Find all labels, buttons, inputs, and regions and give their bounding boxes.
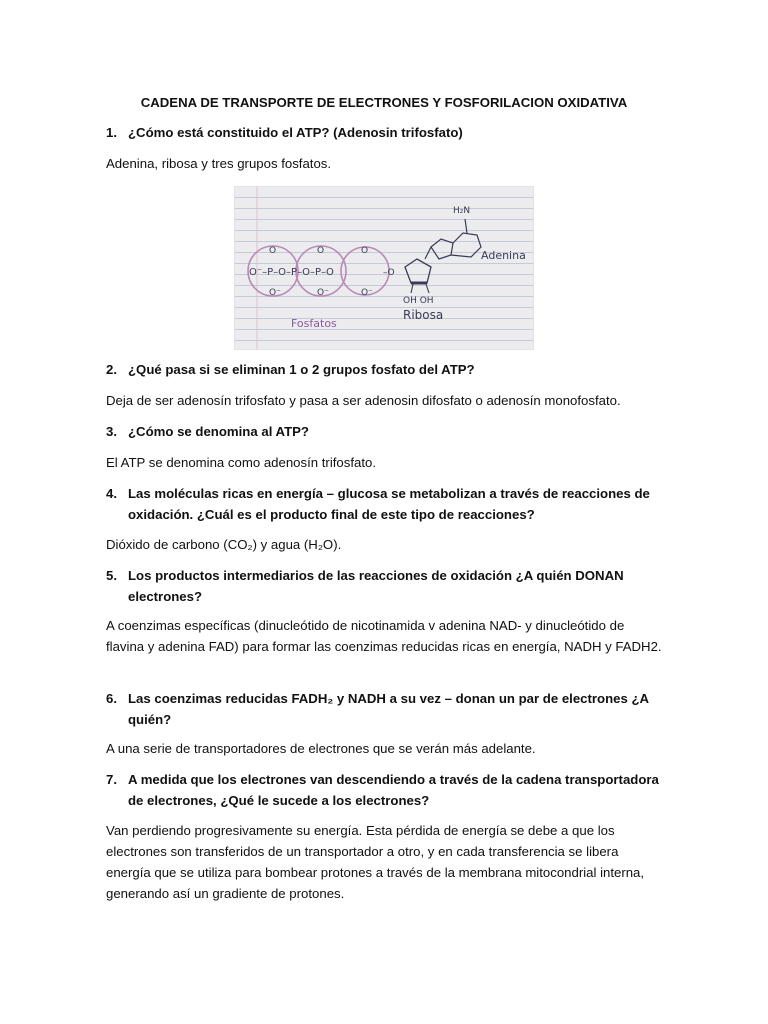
- question-7: [106, 769, 668, 811]
- answer-2: Deja de ser adenosín trifosfato y pasa a ser adenosin difosfato o adenosín monofosfato.: [106, 393, 621, 408]
- answer-7: Van perdiendo progresivamente su energía. Esta pérdida de energía se debe a que los electrones son transferidos de un transportador a otro, y en cada transferencia se libera energía que se utiliza para bombear protones a través de la membrana mitocondrial interna, generando así un gradiente de protones.: [106, 823, 645, 901]
- question-3: [106, 421, 668, 442]
- question-text: ¿Cómo se denomina al ATP?: [128, 424, 309, 439]
- question-text: ¿Cómo está constituido el ATP? (Adenosin trifosfato): [128, 125, 463, 140]
- svg-text:O⁻: O⁻: [317, 288, 329, 298]
- label-adenina: Adenina: [481, 249, 526, 262]
- answer-6: A una serie de transportadores de electrones que se verán más adelante.: [106, 741, 536, 756]
- answer-1: Adenina, ribosa y tres grupos fosfatos.: [106, 156, 332, 171]
- label-amine: H₂N: [453, 206, 471, 216]
- svg-text:O: O: [317, 246, 325, 256]
- question-number: 2.: [106, 362, 117, 377]
- question-5: [106, 565, 668, 607]
- question-1: [106, 122, 668, 143]
- label-fosfatos: Fosfatos: [291, 317, 337, 330]
- question-text: Las moléculas ricas en energía – glucosa se metabolizan a través de reacciones de oxidación. ¿Cuál es el producto final de este tipo de reacciones?: [128, 486, 650, 522]
- oh-groups: OH OH: [403, 296, 434, 306]
- question-text: ¿Qué pasa si se eliminan 1 o 2 grupos fosfato del ATP?: [128, 362, 475, 377]
- svg-text:O⁻: O⁻: [361, 288, 373, 298]
- label-ribosa: Ribosa: [403, 308, 444, 322]
- atp-sketch: [235, 187, 533, 349]
- svg-text:O: O: [269, 246, 277, 256]
- phosphate-chain: O⁻–P–O–P–O–P–O: [249, 267, 334, 278]
- question-6: [106, 688, 668, 730]
- question-number: 3.: [106, 424, 117, 439]
- page-title: CADENA DE TRANSPORTE DE ELECTRONES Y FOSFORILACION OXIDATIVA: [140, 95, 628, 110]
- atp-structure-photo: [234, 186, 534, 350]
- question-text: A medida que los electrones van descendiendo a través de la cadena transportadora de electrones, ¿Qué le sucede a los electrones?: [128, 772, 659, 808]
- question-text: Los productos intermediarios de las reacciones de oxidación ¿A quién DONAN electrones?: [128, 568, 624, 604]
- answer-3: El ATP se denomina como adenosín trifosfato.: [106, 455, 377, 470]
- question-number: 5.: [106, 568, 117, 583]
- svg-text:–O: –O: [383, 268, 395, 278]
- question-4: [106, 483, 668, 525]
- question-number: 6.: [106, 691, 117, 706]
- question-number: 1.: [106, 125, 117, 140]
- question-number: 7.: [106, 772, 117, 787]
- svg-text:O: O: [361, 246, 369, 256]
- question-2: [106, 359, 668, 380]
- answer-4: Dióxido de carbono (CO₂) y agua (H₂O).: [106, 537, 342, 552]
- svg-text:O⁻: O⁻: [269, 288, 281, 298]
- answer-5: A coenzimas específicas (dinucleótido de nicotinamida v adenina NAD- y dinucleótido de flavina y adenina FAD) para formar las coenzimas reducidas ricas en energía, NADH y FADH2.: [106, 618, 662, 654]
- question-number: 4.: [106, 486, 117, 501]
- question-text: Las coenzimas reducidas FADH₂ y NADH a su vez – donan un par de electrones ¿A quién?: [128, 691, 649, 727]
